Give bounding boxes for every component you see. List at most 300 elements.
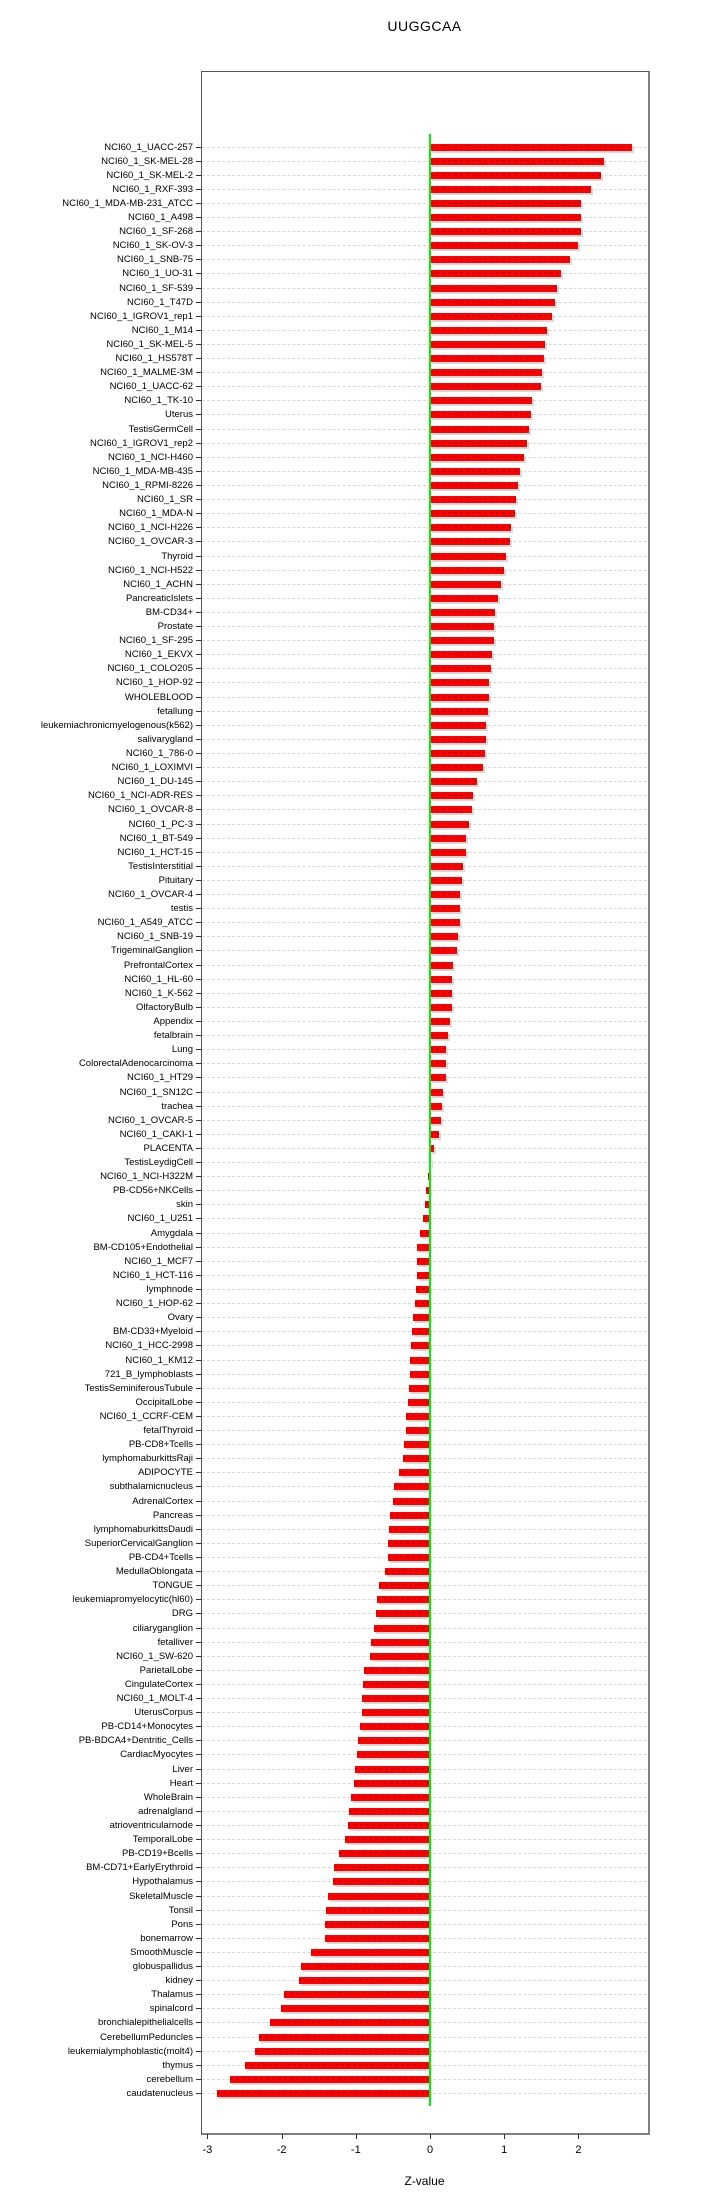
category-label: Pancreas	[152, 1509, 193, 1521]
bar	[255, 2048, 430, 2055]
bar	[430, 1074, 446, 1081]
y-axis-tick	[196, 1585, 201, 1586]
y-axis-tick	[196, 1571, 201, 1572]
y-axis-tick	[196, 273, 201, 274]
category-label: NCI60_1_SR	[137, 494, 193, 506]
bar	[430, 468, 520, 475]
gridline	[202, 894, 647, 895]
category-label: NCI60_1_HOP-62	[115, 1298, 193, 1310]
bar	[430, 369, 542, 376]
bar	[430, 905, 460, 912]
y-axis-tick	[196, 1910, 201, 1911]
bar	[430, 355, 544, 362]
category-label: thymus	[162, 2059, 193, 2071]
x-axis-tick-label: 2	[575, 2144, 582, 2156]
bar	[430, 623, 494, 630]
y-axis-tick	[196, 1684, 201, 1685]
category-label: NCI60_1_SNB-19	[116, 931, 193, 943]
category-label: PB-CD56+NKCells	[113, 1185, 193, 1197]
category-label: NCI60_1_HOP-92	[115, 677, 193, 689]
category-label: ADIPOCYTE	[138, 1467, 193, 1479]
gridline	[202, 682, 647, 683]
y-axis-tick	[196, 1486, 201, 1487]
y-axis-tick	[196, 1994, 201, 1995]
category-label: Pons	[171, 1918, 193, 1930]
bar	[430, 835, 466, 842]
bar	[389, 1526, 430, 1533]
gridline	[202, 513, 647, 514]
y-axis-tick	[196, 358, 201, 359]
y-axis-tick	[196, 1190, 201, 1191]
bar	[362, 1709, 430, 1716]
bar	[371, 1639, 430, 1646]
gridline	[202, 1077, 647, 1078]
y-axis-tick	[196, 1712, 201, 1713]
category-label: Uterus	[165, 409, 193, 421]
gridline	[202, 795, 647, 796]
bar	[390, 1512, 430, 1519]
y-axis-tick	[196, 1853, 201, 1854]
x-axis-tick-label: -1	[350, 2144, 361, 2156]
y-axis-tick	[196, 1924, 201, 1925]
y-axis-tick	[196, 1839, 201, 1840]
bar	[430, 1060, 446, 1067]
bar	[379, 1582, 430, 1589]
gridline	[202, 668, 647, 669]
bar	[406, 1427, 430, 1434]
category-label: NCI60_1_UACC-257	[104, 141, 193, 153]
bar	[333, 1878, 430, 1885]
category-label: NCI60_1_CAKI-1	[119, 1128, 193, 1140]
y-axis-tick	[196, 993, 201, 994]
bar	[430, 158, 604, 165]
y-axis-tick	[196, 1092, 201, 1093]
bar	[430, 510, 515, 517]
bar	[430, 1089, 443, 1096]
bar	[417, 1272, 430, 1279]
y-axis-tick	[196, 668, 201, 669]
bar	[362, 1695, 430, 1702]
bar	[406, 1413, 430, 1420]
bar	[430, 411, 531, 418]
y-axis-tick	[196, 541, 201, 542]
bar	[399, 1469, 430, 1476]
gridline	[202, 1035, 647, 1036]
y-axis-tick	[196, 1331, 201, 1332]
y-axis-tick	[196, 824, 201, 825]
gridline	[202, 288, 647, 289]
category-label: NCI60_1_SF-268	[119, 226, 193, 238]
y-axis-tick	[196, 527, 201, 528]
y-axis-tick	[196, 1261, 201, 1262]
category-label: BM-CD33+Myeloid	[113, 1326, 193, 1338]
category-label: lymphnode	[146, 1284, 193, 1295]
y-axis-tick	[196, 880, 201, 881]
bar	[354, 1780, 430, 1787]
bar	[415, 1300, 430, 1307]
gridline	[202, 1007, 647, 1008]
y-axis-tick	[196, 1204, 201, 1205]
category-label: fetallung	[157, 705, 193, 717]
gridline	[202, 965, 647, 966]
category-label: NCI60_1_A498	[128, 212, 193, 224]
y-axis-tick	[196, 1642, 201, 1643]
y-axis-tick	[196, 852, 201, 853]
category-label: Lung	[171, 1044, 193, 1056]
bar	[430, 976, 452, 983]
y-axis-tick	[196, 302, 201, 303]
y-axis-tick	[196, 1458, 201, 1459]
bar	[325, 1921, 430, 1928]
bar	[430, 637, 494, 644]
y-axis-tick	[196, 1670, 201, 1671]
category-label: AdrenalCortex	[132, 1495, 193, 1507]
gridline	[202, 400, 647, 401]
y-axis-tick	[196, 1120, 201, 1121]
bar	[430, 228, 581, 235]
category-label: NCI60_1_HCC-2998	[105, 1340, 193, 1352]
category-label: NCI60_1_BT-549	[119, 832, 193, 844]
gridline	[202, 443, 647, 444]
y-axis-tick	[196, 1218, 201, 1219]
category-label: NCI60_1_OVCAR-3	[107, 536, 193, 548]
bar	[410, 1371, 430, 1378]
category-label: bonemarrow	[140, 1932, 193, 1944]
category-label: salivarygland	[137, 733, 193, 745]
gridline	[202, 950, 647, 951]
category-label: NCI60_1_IGROV1_rep2	[90, 437, 193, 449]
category-label: NCI60_1_OVCAR-4	[107, 889, 193, 901]
y-axis-tick	[196, 1416, 201, 1417]
bar	[430, 877, 462, 884]
category-label: Prostate	[157, 621, 193, 633]
category-label: spinalcord	[149, 2003, 193, 2015]
bar	[430, 806, 472, 813]
bar	[430, 454, 524, 461]
y-axis-tick	[196, 1952, 201, 1953]
category-label: cerebellum	[146, 2073, 193, 2085]
gridline	[202, 866, 647, 867]
bar	[430, 200, 581, 207]
bar	[388, 1554, 430, 1561]
bar	[351, 1794, 430, 1801]
bar	[430, 778, 477, 785]
category-label: NCI60_1_ACHN	[123, 578, 193, 590]
y-axis-tick	[196, 866, 201, 867]
category-label: subthalamicnucleus	[109, 1481, 193, 1493]
bar	[430, 722, 486, 729]
y-axis-tick	[196, 1896, 201, 1897]
bar	[430, 186, 591, 193]
y-axis-tick	[196, 894, 201, 895]
y-axis-tick	[196, 1007, 201, 1008]
y-axis-tick	[196, 1444, 201, 1445]
category-label: PancreaticIslets	[125, 592, 193, 604]
bar	[430, 144, 632, 151]
bar	[430, 679, 489, 686]
y-axis-tick	[196, 767, 201, 768]
y-axis-tick	[196, 1275, 201, 1276]
gridline	[202, 584, 647, 585]
gridline	[202, 499, 647, 500]
bar	[357, 1751, 430, 1758]
category-label: NCI60_1_SK-MEL-2	[106, 169, 193, 181]
y-axis-tick	[196, 654, 201, 655]
category-label: NCI60_1_MALME-3M	[100, 367, 193, 379]
y-axis-tick	[196, 965, 201, 966]
y-axis-tick	[196, 414, 201, 415]
bar	[370, 1653, 430, 1660]
y-axis-tick	[196, 1063, 201, 1064]
bar	[408, 1399, 430, 1406]
category-label: NCI60_1_NCI-H522	[107, 564, 193, 576]
bar	[430, 285, 557, 292]
bar	[388, 1540, 430, 1547]
y-axis-tick	[196, 1783, 201, 1784]
category-label: BM-CD71+EarlyErythroid	[86, 1862, 193, 1874]
category-label: Heart	[169, 1777, 193, 1789]
bar	[377, 1596, 430, 1603]
zero-reference-line	[429, 134, 431, 2106]
category-label: NCI60_1_HL-60	[124, 973, 193, 985]
bar	[430, 440, 527, 447]
y-axis-tick	[196, 781, 201, 782]
category-label: fetalliver	[157, 1636, 193, 1648]
bar	[430, 553, 506, 560]
y-axis-tick	[196, 979, 201, 980]
category-label: caudatenucleus	[126, 2087, 193, 2099]
y-axis-tick	[196, 259, 201, 260]
category-label: SkeletalMuscle	[129, 1890, 193, 1902]
bar	[411, 1342, 430, 1349]
bar	[430, 496, 516, 503]
category-label: Ovary	[167, 1312, 193, 1324]
y-axis-tick	[196, 682, 201, 683]
category-label: WHOLEBLOOD	[124, 691, 193, 703]
y-axis-tick	[196, 1035, 201, 1036]
category-label: NCI60_1_MDA-N	[119, 508, 193, 520]
y-axis-tick	[196, 1769, 201, 1770]
y-axis-tick	[196, 1049, 201, 1050]
y-axis-tick	[196, 795, 201, 796]
y-axis-tick	[196, 400, 201, 401]
gridline	[202, 1120, 647, 1121]
category-label: NCI60_1_HCT-116	[112, 1269, 193, 1281]
category-label: NCI60_1_MOLT-4	[116, 1693, 193, 1705]
y-axis-tick	[196, 1162, 201, 1163]
gridline	[202, 979, 647, 980]
gridline	[202, 654, 647, 655]
y-axis-tick	[196, 1529, 201, 1530]
category-label: fetalThyroid	[143, 1425, 193, 1437]
gridline	[202, 838, 647, 839]
bar	[430, 651, 492, 658]
bar	[430, 665, 491, 672]
bar	[301, 1963, 430, 1970]
y-axis-tick	[196, 330, 201, 331]
category-label: UterusCorpus	[134, 1707, 193, 1719]
y-axis-tick	[196, 1106, 201, 1107]
category-label: NCI60_1_RXF-393	[112, 183, 193, 195]
bar	[430, 524, 511, 531]
y-axis-tick	[196, 838, 201, 839]
gridline	[202, 880, 647, 881]
category-label: NCI60_1_TK-10	[124, 395, 193, 407]
y-axis-tick	[196, 147, 201, 148]
y-axis-tick	[196, 584, 201, 585]
gridline	[202, 697, 647, 698]
bar	[430, 341, 545, 348]
gridline	[202, 824, 647, 825]
category-label: adrenalgland	[138, 1805, 193, 1817]
y-axis-tick	[196, 499, 201, 500]
bar	[355, 1766, 430, 1773]
bar	[409, 1385, 430, 1392]
bar	[430, 595, 498, 602]
gridline	[202, 993, 647, 994]
bar	[430, 270, 561, 277]
bar	[430, 990, 452, 997]
bar	[281, 2005, 430, 2012]
category-label: NCI60_1_NCI-ADR-RES	[87, 790, 193, 802]
y-axis-tick	[196, 1345, 201, 1346]
category-label: NCI60_1_HCT-15	[117, 846, 193, 858]
bar	[374, 1625, 430, 1632]
bar	[430, 567, 504, 574]
y-axis-tick	[196, 231, 201, 232]
bar	[430, 397, 532, 404]
y-axis-tick	[196, 711, 201, 712]
gridline	[202, 852, 647, 853]
gridline	[202, 1063, 647, 1064]
gridline	[202, 1176, 647, 1177]
bar	[430, 1046, 446, 1053]
category-label: WholeBrain	[143, 1791, 193, 1803]
category-label: TestisLeydigCell	[124, 1157, 193, 1169]
bar	[230, 2076, 430, 2083]
gridline	[202, 1134, 647, 1135]
bar	[430, 299, 555, 306]
bar	[430, 736, 486, 743]
gridline	[202, 739, 647, 740]
category-label: Thyroid	[161, 550, 193, 562]
bar	[430, 214, 581, 221]
y-axis-tick	[196, 443, 201, 444]
bar	[245, 2062, 430, 2069]
gridline	[202, 1162, 647, 1163]
bar	[430, 1004, 452, 1011]
category-label: trachea	[161, 1100, 193, 1112]
gridline	[202, 781, 647, 782]
category-label: bronchialepithelialcells	[97, 2017, 193, 2029]
category-label: NCI60_1_SNB-75	[116, 254, 193, 266]
bar	[430, 1117, 441, 1124]
x-axis-tick-label: -3	[202, 2144, 213, 2156]
category-label: NCI60_1_MCF7	[124, 1255, 193, 1267]
gridline	[202, 485, 647, 486]
y-axis-tick	[196, 1402, 201, 1403]
category-label: leukemialymphoblastic(molt4)	[67, 2045, 193, 2057]
y-axis-tick	[196, 386, 201, 387]
bar	[345, 1836, 430, 1843]
y-axis-tick	[196, 1134, 201, 1135]
category-label: CerebellumPeduncles	[100, 2031, 193, 2043]
y-axis-tick	[196, 697, 201, 698]
category-label: Appendix	[153, 1016, 193, 1027]
category-label: SmoothMuscle	[130, 1946, 193, 1958]
category-label: NCI60_1_U251	[127, 1213, 193, 1225]
category-label: NCI60_1_LOXIMVI	[111, 762, 193, 774]
category-label: TONGUE	[152, 1580, 193, 1592]
gridline	[202, 598, 647, 599]
gridline	[202, 471, 647, 472]
y-axis-tick	[196, 457, 201, 458]
y-axis-tick	[196, 1980, 201, 1981]
gridline	[202, 753, 647, 754]
category-label: Amygdala	[150, 1227, 193, 1239]
y-axis-tick	[196, 1938, 201, 1939]
bar	[412, 1328, 430, 1335]
bar	[430, 919, 460, 926]
bar	[270, 2019, 430, 2026]
category-label: NCI60_1_NCI-H460	[107, 451, 193, 463]
category-label: leukemiapromyelocytic(hl60)	[72, 1594, 193, 1606]
category-label: NCI60_1_PC-3	[128, 818, 193, 830]
category-label: NCI60_1_786-0	[125, 748, 193, 759]
y-axis-tick	[196, 1726, 201, 1727]
bar	[430, 313, 552, 320]
category-label: NCI60_1_EKVX	[124, 649, 193, 661]
x-axis-tick	[282, 2134, 283, 2139]
bar	[430, 962, 453, 969]
y-axis-tick	[196, 1388, 201, 1389]
category-label: NCI60_1_SK-OV-3	[112, 240, 193, 252]
y-axis-tick	[196, 1811, 201, 1812]
category-label: Pituitary	[158, 874, 193, 886]
category-label: OlfactoryBulb	[135, 1001, 193, 1013]
bar	[413, 1314, 430, 1321]
y-axis-tick	[196, 612, 201, 613]
category-label: TestisInterstitial	[128, 860, 193, 872]
bar	[311, 1949, 430, 1956]
y-axis-tick	[196, 1176, 201, 1177]
y-axis-tick	[196, 598, 201, 599]
y-axis-tick	[196, 1501, 201, 1502]
category-label: BM-CD34+	[145, 606, 193, 618]
gridline	[202, 344, 647, 345]
y-axis-tick	[196, 2008, 201, 2009]
category-label: TestisGermCell	[128, 423, 193, 435]
gridline	[202, 556, 647, 557]
bar	[430, 849, 466, 856]
y-axis-tick	[196, 1613, 201, 1614]
category-label: TemporalLobe	[132, 1834, 193, 1846]
category-label: NCI60_1_CCRF-CEM	[99, 1410, 193, 1422]
gridline	[202, 922, 647, 923]
x-axis-tick-label: -2	[276, 2144, 287, 2156]
y-axis-tick	[196, 189, 201, 190]
category-label: MedullaOblongata	[115, 1566, 193, 1578]
category-label: lymphomaburkittsRaji	[102, 1453, 193, 1465]
bar	[430, 581, 501, 588]
bar	[430, 792, 473, 799]
y-axis-tick	[196, 1628, 201, 1629]
category-label: SuperiorCervicalGanglion	[84, 1537, 193, 1549]
category-label: PB-CD4+Tcells	[128, 1552, 193, 1563]
category-label: skin	[176, 1199, 193, 1211]
category-label: NCI60_1_OVCAR-8	[107, 804, 193, 816]
category-label: NCI60_1_UACC-62	[109, 381, 193, 393]
